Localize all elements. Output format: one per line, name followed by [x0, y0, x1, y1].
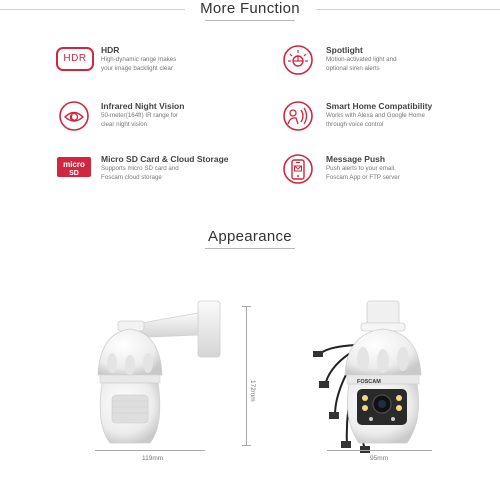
feature-desc: Motion-activated light and optional siren alerts — [326, 56, 397, 72]
feature-message-push — [282, 153, 500, 203]
night-vision-icon — [56, 100, 92, 136]
feature-spotlight — [282, 44, 500, 94]
front-width-dimension-line — [327, 450, 432, 451]
feature-hdr — [56, 44, 286, 94]
svg-text:micro: micro — [63, 160, 85, 169]
section-title-more-function: More Function — [200, 0, 300, 17]
feature-desc: 50-meter(164ft) IR range for clear night vision — [101, 112, 179, 128]
section-title-appearance: Appearance — [208, 228, 292, 245]
feature-title: Message Push — [326, 154, 386, 164]
feature-desc: Works with Alexa and Google Home through voice control — [326, 112, 425, 128]
height-label: 172mm — [249, 380, 256, 402]
feature-micro-sd — [56, 153, 286, 203]
brand-logo: FOSCAM — [357, 379, 381, 385]
width-label: 119mm — [142, 455, 164, 462]
title-rule-right — [316, 9, 500, 10]
camera-front-view — [305, 295, 455, 460]
feature-smart-home — [282, 100, 500, 150]
feature-title: HDR — [101, 45, 120, 55]
feature-desc: High-dynamic range makes your image backlight clear — [101, 56, 177, 72]
feature-desc: Push alerts to your email, Foscam App or FTP server — [326, 165, 400, 181]
title-underline — [205, 20, 295, 21]
spotlight-icon — [282, 44, 318, 80]
feature-title: Infrared Night Vision — [101, 101, 185, 111]
feature-title: Micro SD Card & Cloud Storage — [101, 154, 229, 164]
hdr-icon: HDR — [56, 47, 94, 71]
phone-alert-icon — [282, 153, 318, 189]
feature-title: Smart Home Compatibility — [326, 101, 433, 111]
camera-side-view — [90, 295, 240, 455]
smart-home-icon — [282, 100, 318, 136]
svg-text:SD: SD — [69, 170, 79, 177]
micro-sd-icon — [56, 153, 92, 189]
height-dimension-cap — [242, 445, 251, 446]
height-dimension-line — [246, 306, 247, 446]
title-rule-left — [0, 9, 185, 10]
height-dimension-cap — [242, 306, 251, 307]
feature-night-vision — [56, 100, 286, 150]
title-underline — [205, 248, 295, 249]
feature-title: Spotlight — [326, 45, 363, 55]
feature-desc: Supports micro SD card and Foscam cloud storage — [101, 165, 179, 181]
front-width-label: 95mm — [370, 455, 389, 462]
width-dimension-line — [95, 450, 205, 451]
